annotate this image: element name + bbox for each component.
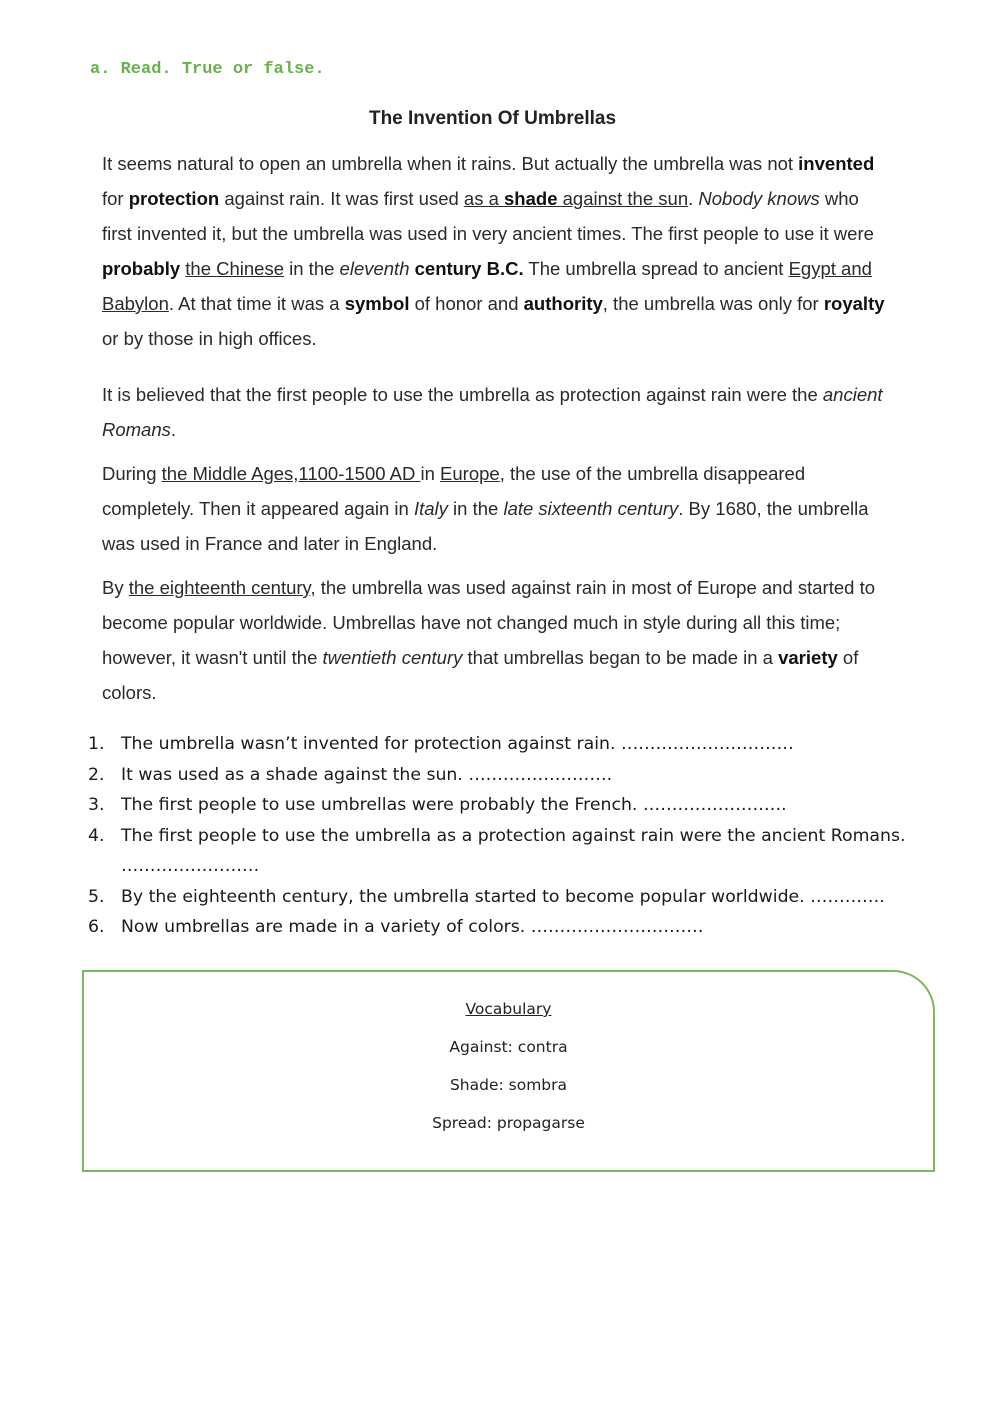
question-number: 1. [88,734,105,754]
paragraph-2: It is believed that the first people to use the umbrella as protection against rain were the ancient Romans. [102,384,883,440]
question-text: Now umbrellas are made in a variety of colors. ………………………… [121,917,704,937]
question-item [88,729,948,760]
question-text: The first people to use umbrellas were probably the French. ……………………. [121,795,787,815]
question-number: 5. [88,886,105,907]
instruction-heading: a. Read. True or false. [90,60,325,79]
question-text: The umbrella wasn’t invented for protection against rain. ………………………… [121,734,794,754]
question-number: 2. [88,764,105,785]
question-text: It was used as a shade against the sun. ……………………. [121,764,613,785]
vocabulary-box [82,970,935,1172]
question-number: 4. [88,825,105,846]
true-false-questions [88,729,948,943]
vocabulary-item: Shade: sombra [449,1076,568,1094]
question-text: The first people to use the umbrella as a protection against rain were the ancient Romans. …………………… [121,825,906,876]
paragraph-1: It seems natural to open an umbrella when it rains. But actually the umbrella was not invented for protection against rain. It was first used as a shade against the sun. Nobody knows who first invented it, but the umbrella was used in very ancient times. The first people to use it were probably the Chinese in the eleventh century B.C. The umbrella spread to ancient Egypt and Babylon. At that time it was a symbol of honor and authority, the umbrella was only for royalty or by those in high offices. [102,153,885,349]
vocabulary-item: Spread: propagarse [432,1114,585,1132]
question-item [88,760,948,791]
vocabulary-title: Vocabulary [465,1000,552,1018]
reading-passage [102,146,892,710]
question-number: 6. [88,917,105,937]
question-text: By the eighteenth century, the umbrella started to become popular worldwide. …………. [121,886,885,907]
reading-title: The Invention Of Umbrellas [368,108,617,129]
question-number: 3. [88,795,105,815]
paragraph-3: During the Middle Ages,1100-1500 AD in Europe, the use of the umbrella disappeared completely. Then it appeared again in Italy in the late sixteenth century. By 1680, the umbrella was used in France and later in England. [102,463,869,554]
question-item [88,912,948,943]
paragraph-4: By the eighteenth century, the umbrella was used against rain in most of Europe and started to become popular worldwide. Umbrellas have not changed much in style during all this time; however, it wasn't until the twentieth century that umbrellas began to be made in a variety of colors. [102,577,876,703]
question-item [88,821,948,882]
question-item [88,790,948,821]
question-item [88,882,948,913]
vocabulary-item: Against: contra [449,1038,568,1056]
